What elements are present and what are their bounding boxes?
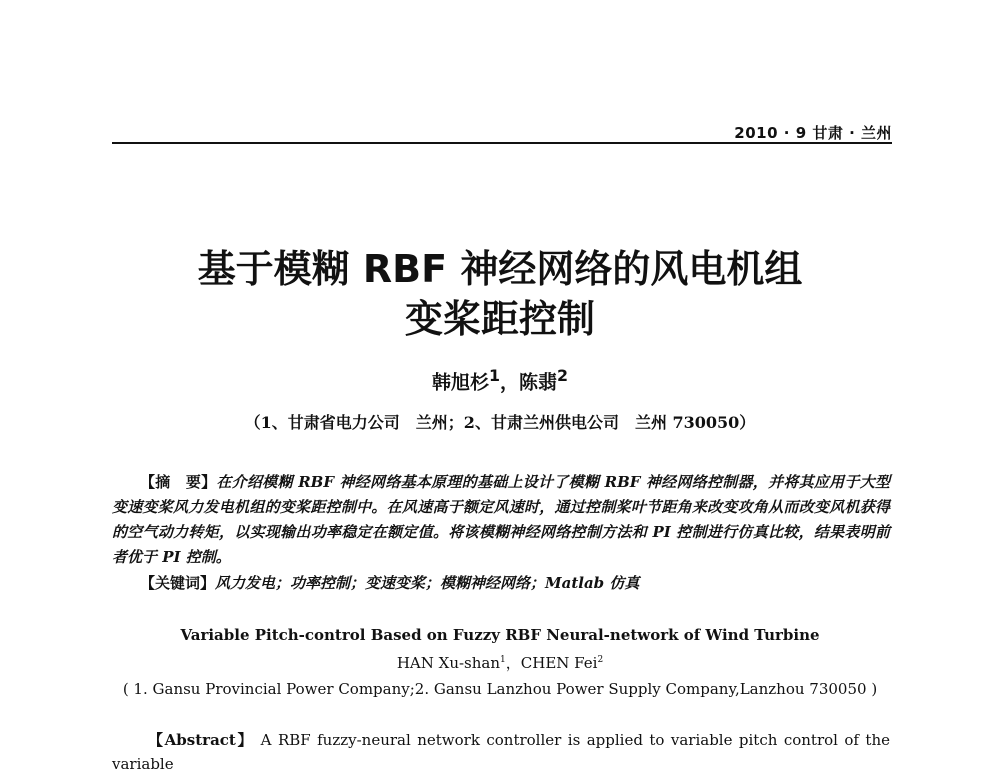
author-cn-2-sup: 2: [557, 366, 569, 385]
keywords-cn: [140, 572, 639, 593]
author-en-1-sup: 1: [500, 655, 506, 665]
journal-issue-header: 2010 · 9 甘肃 · 兰州: [734, 124, 892, 142]
title-cn-line2: 变桨距控制: [404, 297, 595, 341]
authors-en: [0, 652, 1000, 673]
paper-title-en: Variable Pitch-control Based on Fuzzy RBF Neural-network of Wind Turbine: [180, 626, 820, 644]
affiliations-en: ( 1. Gansu Provincial Power Company;2. Gansu Lanzhou Power Supply Company,Lanzhou 730050 ): [122, 680, 878, 698]
abstract-en-text: A RBF fuzzy-neural network controller is applied to variable pitch control of the variable: [112, 731, 890, 773]
keywords-cn-text: 风力发电；功率控制；变速变桨；模糊神经网络；Matlab 仿真: [215, 574, 640, 592]
author-en-2: CHEN Fei: [520, 654, 598, 672]
author-en-separator: ，: [505, 654, 521, 672]
author-en-1: HAN Xu-shan: [396, 654, 501, 672]
title-cn-line1: 基于模糊 RBF 神经网络的风电机组: [197, 247, 803, 291]
author-cn-1-sup: 1: [488, 366, 500, 385]
abstract-en-label: 【Abstract】: [148, 731, 255, 749]
author-cn-2: 陈翡: [519, 371, 558, 394]
paper-title-cn: [0, 244, 1000, 344]
author-en-2-sup: 2: [597, 655, 604, 665]
authors-cn: [0, 366, 1000, 394]
author-cn-separator: ，: [499, 371, 519, 394]
abstract-cn: [112, 470, 890, 570]
abstract-cn-text: 在介绍模糊 RBF 神经网络基本原理的基础上设计了模糊 RBF 神经网络控制器，并将其应用于大型变速变桨风力发电机组的变桨距控制中。在风速高于额定风速时，通过控制桨叶节距角来改变攻角从而改变风机获得的空气动力转矩，以实现输出功率稳定在额定值。将该模糊神经网络控制方法和 PI 控制进行仿真比较，结果表明前者优于 PI 控制。: [112, 473, 890, 566]
author-cn-1: 韩旭杉: [431, 371, 489, 394]
abstract-cn-label: 【摘 要】: [140, 473, 217, 491]
cutoff-text-line: [112, 752, 890, 760]
header-divider: [112, 142, 892, 144]
affiliations-cn: （1、甘肃省电力公司 兰州；2、甘肃兰州供电公司 兰州 730050）: [244, 413, 756, 432]
keywords-cn-label: 【关键词】: [140, 574, 216, 592]
